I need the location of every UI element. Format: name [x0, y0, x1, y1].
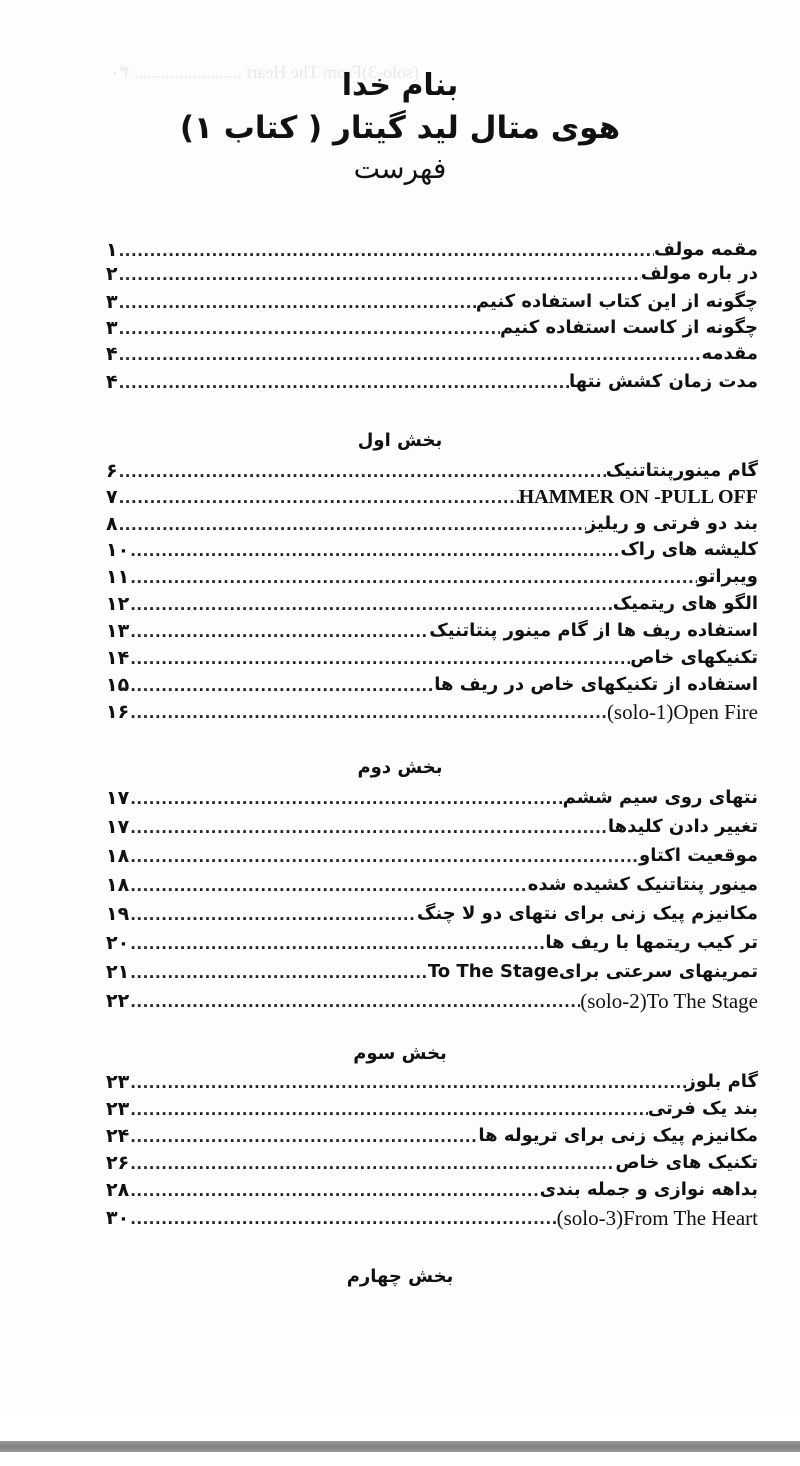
toc-entry	[106, 619, 758, 643]
page-number: ۲	[106, 263, 118, 285]
dot-leader	[130, 931, 545, 955]
page-number: ۲۳	[106, 1071, 130, 1093]
dot-leader	[130, 815, 608, 839]
entry-title: استفاده از تکنیکهای خاص در ریف ها	[434, 674, 758, 695]
dot-leader	[130, 844, 639, 868]
toc-entry	[106, 1124, 758, 1148]
entry-title: تکنیک های خاص	[615, 1152, 758, 1173]
page-number: ۱۹	[106, 903, 130, 925]
toc-entry	[106, 786, 758, 810]
page-number: ۱۱	[106, 566, 130, 588]
dot-leader	[130, 1070, 685, 1094]
dot-leader	[130, 1178, 539, 1202]
section-heading: بخش اول	[357, 430, 443, 451]
dot-leader	[119, 485, 519, 509]
page-number: ۱	[106, 239, 118, 261]
dot-leader	[130, 592, 613, 616]
toc-entry	[106, 931, 758, 955]
page-number: ۲۸	[106, 1179, 130, 1201]
page-number: ۱۷	[106, 816, 130, 838]
dot-leader	[119, 238, 654, 262]
dot-leader	[119, 342, 702, 366]
page-number: ۲۳	[106, 1098, 130, 1120]
toc-entry	[106, 1206, 758, 1230]
toc-entry	[106, 512, 758, 536]
page-number: ۱۸	[106, 845, 130, 867]
page-number: ۳۰	[106, 1207, 130, 1229]
toc-entry	[106, 815, 758, 839]
entry-title: نتهای روی سیم ششم	[562, 787, 758, 808]
page-number: ۲۴	[106, 1125, 130, 1147]
dot-leader	[119, 290, 476, 314]
toc-entry	[106, 262, 758, 286]
toc-entry	[106, 592, 758, 616]
bismillah-heading: بنام خدا	[341, 68, 459, 103]
toc-entry	[106, 1070, 758, 1094]
toc-entry	[106, 960, 758, 984]
toc-entry	[106, 844, 758, 868]
page-number: ۱۷	[106, 787, 130, 809]
page-number: ۶	[106, 460, 118, 482]
dot-leader	[130, 1206, 556, 1230]
page-edge-shadow	[0, 1441, 800, 1452]
dot-leader	[119, 512, 586, 536]
entry-title: گام مینورپنتاتنیک	[605, 460, 758, 481]
toc-entry	[106, 342, 758, 366]
toc-entry	[106, 565, 758, 589]
toc-entry	[106, 673, 758, 697]
page-number: ۱۴	[106, 647, 130, 669]
dot-leader	[130, 873, 528, 897]
entry-title: بند یک فرتی	[647, 1098, 758, 1119]
entry-title: ویبراتو	[697, 566, 758, 587]
dot-leader	[130, 673, 434, 697]
bleed-through-text: (solo-3)From The Heart ........................ ۳۰	[110, 62, 419, 82]
dot-leader	[130, 1151, 615, 1175]
page-number: ۷	[106, 486, 118, 508]
entry-title: تکنیکهای خاص	[630, 647, 758, 668]
toc-entry	[106, 316, 758, 340]
entry-title: گام بلوز	[685, 1071, 758, 1092]
dot-leader	[119, 316, 500, 340]
page-number: ۲۱	[106, 961, 130, 983]
toc-entry	[106, 290, 758, 314]
toc-heading: فهرست	[353, 152, 447, 185]
dot-leader	[130, 646, 630, 670]
toc-entry	[106, 646, 758, 670]
entry-title: مکانیزم پیک زنی برای نتهای دو لا چنگ	[416, 903, 758, 924]
dot-leader	[130, 960, 428, 984]
page-number: ۲۲	[106, 990, 130, 1012]
page-number: ۱۳	[106, 620, 130, 642]
entry-title: بند دو فرتی و ریلیز	[585, 513, 758, 534]
dot-leader	[119, 262, 641, 286]
dot-leader	[119, 370, 569, 394]
scan-margin	[0, 1452, 800, 1466]
book-title: هوی متال لید گیتار ( کتاب ۱)	[179, 110, 621, 146]
entry-title: چگونه از کاست استفاده کنیم	[499, 317, 758, 338]
page-number: ۱۰	[106, 539, 130, 561]
toc-entry	[106, 459, 758, 483]
entry-title: استفاده ریف ها از گام مینور پنتاتنیک	[429, 620, 758, 641]
toc-entry	[106, 700, 758, 724]
toc-entry	[106, 1151, 758, 1175]
dot-leader	[130, 565, 697, 589]
toc-entry	[106, 902, 758, 926]
section-heading: بخش دوم	[357, 757, 443, 778]
entry-title: چگونه از این کتاب استفاده کنیم	[475, 291, 758, 312]
dot-leader	[130, 1124, 478, 1148]
dot-leader	[130, 786, 562, 810]
entry-title: تر کیب ریتمها با ریف ها	[545, 932, 758, 953]
dot-leader	[130, 902, 417, 926]
entry-title: بداهه نوازی و جمله بندی	[539, 1179, 758, 1200]
page-number: ۴	[106, 343, 118, 365]
entry-title: در باره مولف	[640, 263, 758, 284]
page-number: ۳	[106, 317, 118, 339]
entry-title: مینور پنتاتنیک کشیده شده	[527, 874, 758, 895]
toc-entry	[106, 989, 758, 1013]
dot-leader	[130, 619, 429, 643]
entry-title: تغییر دادن کلیدها	[607, 816, 758, 837]
entry-title: مکانیزم پیک زنی برای تریوله ها	[478, 1125, 758, 1146]
page-number: ۱۲	[106, 593, 130, 615]
page-number: ۲۰	[106, 932, 130, 954]
toc-entry	[106, 370, 758, 394]
page-number: ۱۵	[106, 674, 130, 696]
dot-leader	[130, 989, 580, 1013]
entry-title: مقدمه	[701, 343, 758, 364]
dot-leader	[130, 700, 607, 724]
entry-title: تمرینهای سرعتی برایTo The Stage	[427, 961, 758, 982]
entry-title: موقعیت اکتاو	[639, 845, 758, 866]
toc-entry	[106, 873, 758, 897]
entry-title: (solo-3)From The Heart	[556, 1206, 758, 1230]
toc-entry	[106, 538, 758, 562]
page-number: ۳	[106, 291, 118, 313]
page-number: ۱۸	[106, 874, 130, 896]
section-heading: بخش سوم	[353, 1043, 447, 1064]
section-heading: بخش چهارم	[346, 1266, 454, 1287]
entry-title: (solo-2)To The Stage	[580, 989, 758, 1013]
entry-title: کلیشه های راک	[620, 539, 758, 560]
toc-entry	[106, 485, 758, 509]
entry-title: (solo-1)Open Fire	[606, 700, 758, 724]
page-number: ۲۶	[106, 1152, 130, 1174]
toc-entry	[106, 1097, 758, 1121]
page-number: ۱۶	[106, 701, 130, 723]
entry-title: مدت زمان کشش نتها	[568, 371, 758, 392]
entry-title: الگو های ریتمیک	[612, 593, 758, 614]
dot-leader	[130, 538, 620, 562]
toc-entry	[106, 1178, 758, 1202]
dot-leader	[119, 459, 606, 483]
dot-leader	[130, 1097, 648, 1121]
entry-title: مقمه مولف	[654, 239, 758, 260]
toc-entry	[106, 238, 758, 262]
entry-title: HAMMER ON -PULL OFF	[518, 486, 758, 508]
page-number: ۴	[106, 371, 118, 393]
page-number: ۸	[106, 513, 118, 535]
